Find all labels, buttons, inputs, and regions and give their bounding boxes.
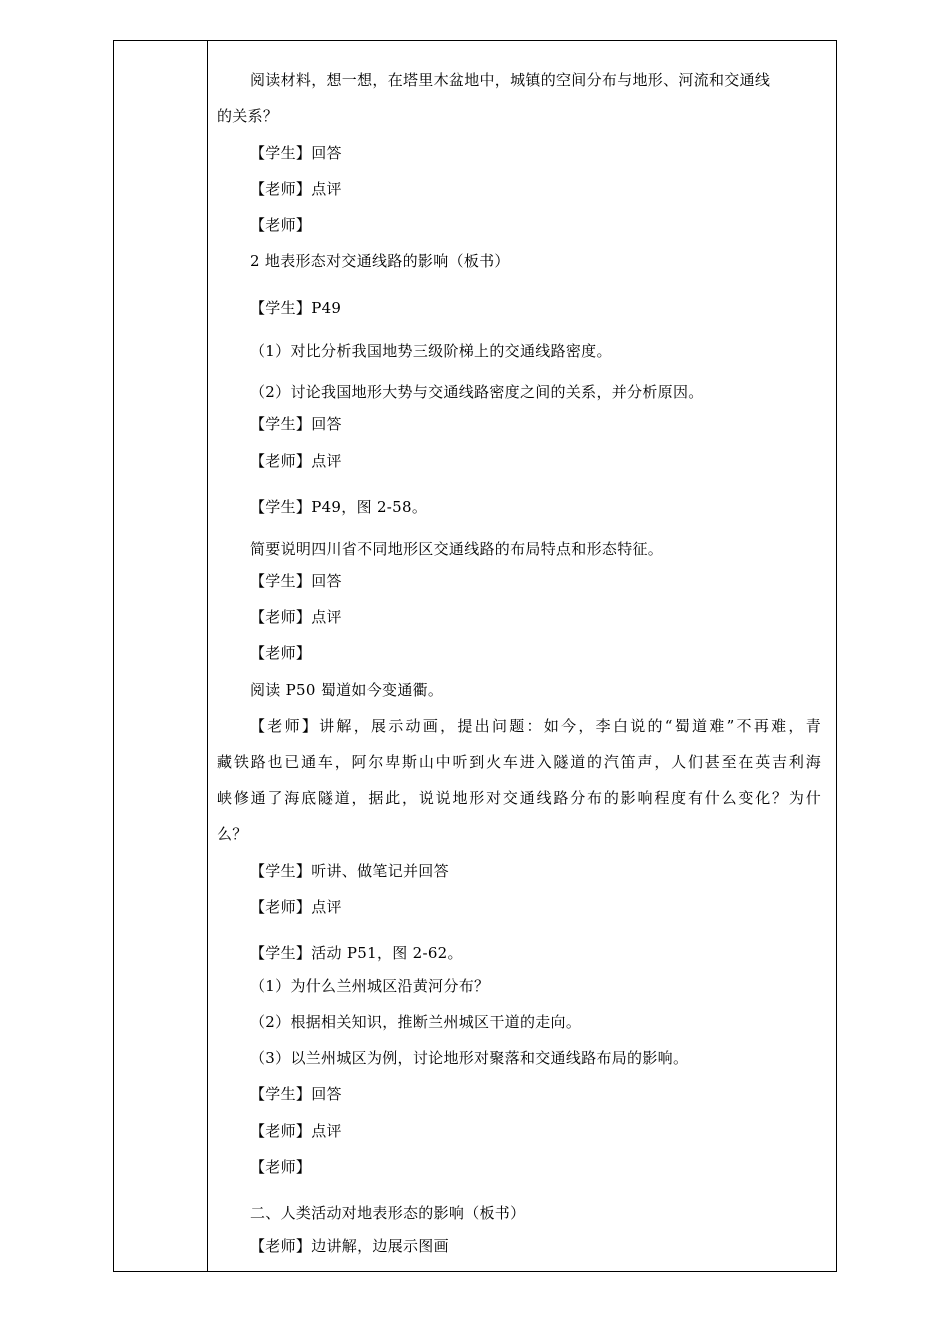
text-line: 的关系？: [217, 107, 279, 125]
text-line: 【老师】点评: [250, 180, 342, 198]
text-line: 阅读材料，想一想，在塔里木盆地中，城镇的空间分布与地形、河流和交通线: [250, 71, 771, 89]
text-line: 简要说明四川省不同地形区交通线路的布局特点和形态特征。: [250, 540, 664, 558]
text-line: （1）为什么兰州城区沿黄河分布？: [250, 977, 490, 995]
text-line: （2）根据相关知识，推断兰州城区干道的走向。: [250, 1013, 582, 1031]
text-line: 【老师】点评: [250, 608, 342, 626]
text-line: 【老师】: [250, 644, 312, 662]
text-line: 二、人类活动对地表形态的影响（板书）: [250, 1204, 526, 1222]
text-line: 藏铁路也已通车，阿尔卑斯山中听到火车进入隧道的汽笛声，人们甚至在英吉利海: [217, 753, 821, 771]
text-line: 【老师】讲解，展示动画，提出问题：如今，李白说的“蜀道难”不再难，青: [250, 717, 821, 735]
text-line: 2 地表形态对交通线路的影响（板书）: [250, 252, 510, 270]
text-line: 【学生】P49，图 2-58。: [250, 498, 428, 516]
table-frame: [113, 40, 837, 1272]
text-line: 【老师】点评: [250, 1122, 342, 1140]
text-line: 峡修通了海底隧道，据此，说说地形对交通线路分布的影响程度有什么变化？为什: [217, 789, 821, 807]
text-line: （1）对比分析我国地势三级阶梯上的交通线路密度。: [250, 342, 612, 360]
text-line: 【老师】: [250, 1158, 312, 1176]
text-line: 【老师】点评: [250, 898, 342, 916]
text-line: （3）以兰州城区为例，讨论地形对聚落和交通线路布局的影响。: [250, 1049, 689, 1067]
text-line: （2）讨论我国地形大势与交通线路密度之间的关系，并分析原因。: [250, 383, 704, 401]
text-line: 【学生】活动 P51，图 2-62。: [250, 944, 463, 962]
text-line: 【老师】点评: [250, 452, 342, 470]
text-line: 【学生】回答: [250, 144, 342, 162]
text-line: 么？: [217, 825, 248, 843]
text-line: 【老师】: [250, 216, 312, 234]
text-line: 【学生】P49: [250, 299, 342, 317]
column-divider: [207, 40, 208, 1272]
text-line: 【老师】边讲解，边展示图画: [250, 1237, 449, 1255]
text-line: 【学生】回答: [250, 1085, 342, 1103]
text-line: 【学生】听讲、做笔记并回答: [250, 862, 449, 880]
text-line: 【学生】回答: [250, 572, 342, 590]
text-line: 【学生】回答: [250, 415, 342, 433]
text-line: 阅读 P50 蜀道如今变通衢。: [250, 681, 444, 699]
